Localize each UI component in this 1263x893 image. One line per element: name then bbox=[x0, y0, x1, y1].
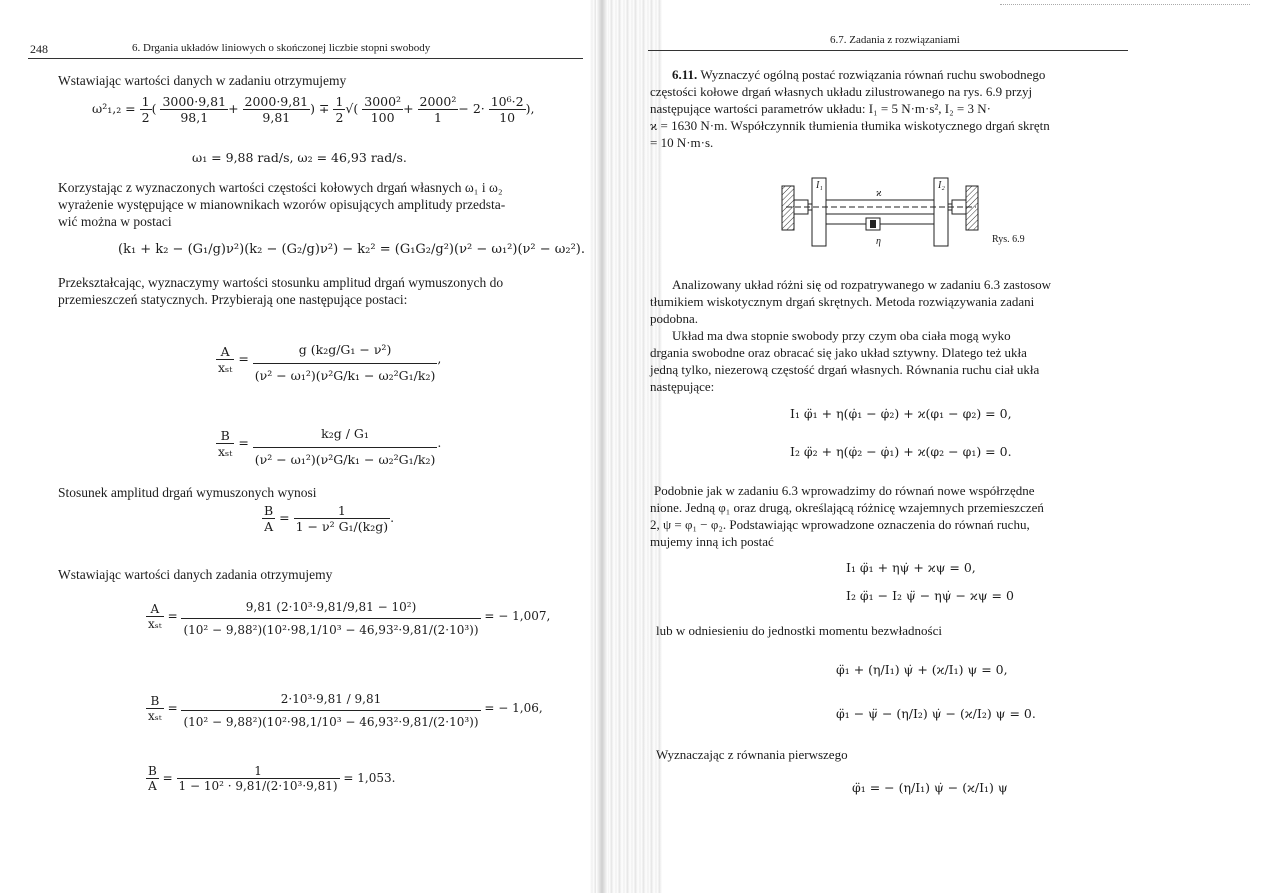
A-lhs-den: xₛₜ bbox=[218, 360, 233, 375]
problem-line3: następujące wartości parametrów układu: I₁ = 5 N·m·s², I₂ = 3 N· bbox=[650, 101, 991, 116]
p3-line4: mujemy inną ich postać bbox=[650, 534, 774, 549]
amplitude-B-equation: $\frac{B}{\text{xₛₜ}}$ = $\frac{\text{k₂g / G₁}}{\text{(ν² − ω₁²)(ν²G/k₁ − ω₂²G₁/k₂)}}$ . bbox=[216, 420, 441, 467]
header-rule-right bbox=[648, 50, 1128, 51]
term2-num: 2000·9,81 bbox=[244, 94, 309, 109]
eom-equation-1: I₁ φ̈₁ + η(φ̇₁ − φ̇₂) + ϰ(φ₁ − φ₂) = 0, bbox=[790, 406, 1012, 421]
root-term1-num: 3000² bbox=[364, 94, 402, 109]
numB-lhs-num: B bbox=[146, 694, 164, 709]
ratio-lhs-num: B bbox=[264, 503, 274, 518]
ratio-lhs-den: A bbox=[264, 519, 274, 534]
para2-line1: Korzystając z wyznaczonych wartości częstości kołowych drgań własnych ω₁ i ω₂ bbox=[58, 180, 503, 195]
p3-line2: nione. Jedną φ₁ oraz drugą, określającą różnicę wzajemnych przemieszczeń bbox=[650, 500, 1044, 515]
p5-text: Wyznaczając z równania pierwszego bbox=[656, 747, 848, 762]
A-rhs-den: (ν² − ω₁²)(ν²G/k₁ − ω₂²G₁/k₂) bbox=[254, 368, 436, 383]
B-rhs-num: k₂g / G₁ bbox=[253, 420, 438, 448]
ratio-rhs-num: 1 bbox=[294, 503, 391, 519]
p2-line1: Układ ma dwa stopnie swobody przy czym oba ciała mogą wyko bbox=[672, 328, 1011, 343]
term2-fraction bbox=[243, 94, 311, 125]
omega-squared-formula: ω²₁,₂ = $\frac{1}{2}$ ( $\frac{3000\cdot 9,81}{98,1}$ + $\frac{2000\cdot 9,81}{9,81}$ ) ∓ $\frac{1}{2}$ √( $\frac{\text{3000²}}{100}$ + $\frac{\text{2000²}}{1}$ − 2· $\frac{\text{10⁶·2}}{10}$ ), bbox=[92, 94, 535, 125]
ratio-lhs bbox=[262, 503, 275, 534]
problem-line2: częstości kołowe drgań własnych układu zilustrowanego na rys. 6.9 przyj bbox=[650, 84, 1033, 99]
problem-number: 6.11. bbox=[672, 67, 698, 82]
p2-line3: jedną tylko, niezerową częstość drgań własnych. Równania ruchu ciał ukła bbox=[650, 362, 1040, 377]
running-head-right: 6.7. Zadania z rozwiązaniami bbox=[830, 34, 960, 46]
numeric-B-equation: $\frac{B}{\text{xₛₜ}}$ = $\frac{\text{2·10³·9,81 / 9,81}}{\text{(10² − 9,88²)(10²·98,1/10³ − 46,93²·9,81/(2·10³))}}$ = − 1,06, bbox=[146, 688, 543, 729]
A-lhs-num: A bbox=[216, 344, 234, 360]
last-equation: φ̈₁ = − (η/I₁) ψ̇ − (ϰ/I₁) ψ bbox=[852, 780, 1008, 795]
running-head-left: 6. Drgania układów liniowych o skończonej liczbie stopni swobody bbox=[132, 42, 431, 54]
A-rhs bbox=[253, 336, 438, 383]
p2-line2: drgania swobodne oraz obracać się jako układ sztywny. Dlatego też ukła bbox=[650, 345, 1027, 360]
p3-line1: Podobnie jak w zadaniu 6.3 wprowadzimy do równań nowe współrzędne bbox=[654, 483, 1035, 498]
header-rule-left bbox=[28, 58, 583, 59]
normalized-equation-1: φ̈₁ + (η/I₁) ψ̇ + (ϰ/I₁) ψ = 0, bbox=[836, 662, 1008, 677]
numA-lhs-den: xₛₜ bbox=[148, 617, 162, 631]
intro-text-1: Wstawiając wartości danych w zadaniu otrzymujemy bbox=[58, 73, 347, 88]
eom-equation-2: I₂ φ̈₂ + η(φ̇₂ − φ̇₁) + ϰ(φ₂ − φ₁) = 0. bbox=[790, 444, 1012, 459]
numeric-A-equation: $\frac{A}{\text{xₛₜ}}$ = $\frac{\text{9,81 (2·10³·9,81/9,81 − 10²)}}{\text{(10² − 9,88²)(10²·98,1/10³ − 46,93²·9,81/(2·10³))}}$ = − 1,007, bbox=[146, 596, 550, 637]
amplitude-A-equation: $\frac{A}{\text{xₛₜ}}$ = $\frac{\text{g (k₂g/G₁ − ν²)}}{\text{(ν² − ω₁²)(ν²G/k₁ − ω₂²G₁/k₂)}}$ , bbox=[216, 336, 441, 383]
A-rhs-num: g (k₂g/G₁ − ν²) bbox=[253, 336, 438, 364]
numB-rhs-den: (10² − 9,88²)(10²·98,1/10³ − 46,93²·9,81/(2·10³)) bbox=[183, 715, 479, 729]
omega-lhs: ω²₁,₂ = bbox=[92, 101, 140, 116]
p2-line4: następujące: bbox=[650, 379, 715, 394]
numR-rhs-den: 1 − 10² · 9,81/(2·10³·9,81) bbox=[178, 779, 338, 793]
numA-rhs bbox=[181, 596, 480, 637]
p1-line2: tłumikiem wiskotycznym drgań skrętnych. Metoda rozwiązywania zadani bbox=[650, 294, 1035, 309]
half-fraction bbox=[140, 94, 152, 125]
root-term2-den: 1 bbox=[433, 110, 442, 125]
B-tail: . bbox=[437, 435, 442, 450]
root-term2 bbox=[418, 94, 459, 125]
numA-result: = − 1,007, bbox=[484, 609, 551, 623]
A-tail: , bbox=[437, 351, 442, 366]
page-number: 248 bbox=[30, 42, 48, 56]
plus-minus: ∓ bbox=[319, 101, 330, 116]
numB-lhs bbox=[146, 694, 164, 723]
root-term3-num: 10⁶·2 bbox=[490, 94, 524, 109]
B-lhs-den: xₛₜ bbox=[218, 444, 233, 459]
numR-lhs-den: A bbox=[148, 779, 157, 793]
numB-result: = − 1,06, bbox=[484, 701, 543, 715]
left-page bbox=[0, 0, 600, 893]
p1-line3: podobna. bbox=[650, 311, 699, 326]
half-den-2: 2 bbox=[335, 110, 344, 125]
numB-rhs bbox=[181, 688, 480, 729]
root-term1 bbox=[362, 94, 403, 125]
figure-caption: Rys. 6.9 bbox=[992, 234, 1025, 245]
numR-rhs-num: 1 bbox=[177, 764, 340, 779]
half-fraction-2 bbox=[333, 94, 345, 125]
omega-tail: , bbox=[530, 101, 535, 116]
intro-text-4: Wstawiając wartości danych zadania otrzymujemy bbox=[58, 567, 333, 582]
ratio-intro: Stosunek amplitud drgań wymuszonych wynosi bbox=[58, 485, 317, 500]
numR-lhs-num: B bbox=[148, 764, 157, 778]
new-coord-equation-2: I₂ φ̈₁ − I₂ ψ̈ − ηψ̇ − ϰψ = 0 bbox=[846, 588, 1014, 603]
half-num: 1 bbox=[141, 94, 150, 109]
normalized-equation-2: φ̈₁ − ψ̈ − (η/I₂) ψ̇ − (ϰ/I₂) ψ = 0. bbox=[836, 706, 1036, 721]
product-equation: (k₁ + k₂ − (G₁/g)ν²)(k₂ − (G₂/g)ν²) − k₂² = (G₁G₂/g²)(ν² − ω₁²)(ν² − ω₂²). bbox=[118, 242, 586, 257]
label-I1: I₁ bbox=[816, 180, 823, 191]
ratio-rhs-den: 1 − ν² G₁/(k₂g) bbox=[295, 519, 389, 534]
numeric-ratio-equation: $\frac{B}{A}$ = $\frac{1}{\text{1 − 10² · 9,81/(2·10³·9,81)}}$ = 1,053. bbox=[148, 764, 396, 793]
problem-line4: ϰ = 1630 N·m. Współczynnik tłumienia tłumika wiskotycznego drgań skrętn bbox=[650, 118, 1050, 133]
B-rhs-den: (ν² − ω₁²)(ν²G/k₁ − ω₂²G₁/k₂) bbox=[254, 452, 436, 467]
B-rhs bbox=[253, 420, 438, 467]
numA-lhs bbox=[146, 602, 164, 631]
right-page bbox=[600, 0, 1263, 893]
ratio-rhs bbox=[294, 503, 391, 534]
numA-rhs-num: 9,81 (2·10³·9,81/9,81 − 10²) bbox=[181, 596, 480, 619]
ratio-tail: . bbox=[390, 510, 395, 525]
B-lhs bbox=[216, 428, 234, 459]
para3-line2: przemieszczeń statycznych. Przybierają one następujące postaci: bbox=[58, 292, 408, 307]
half-den: 2 bbox=[141, 110, 150, 125]
root-term2-num: 2000² bbox=[419, 94, 457, 109]
para3-line1: Przekształcając, wyznaczymy wartości stosunku amplitud drgań wymuszonych do bbox=[58, 275, 504, 290]
root-term3-coef: 2· bbox=[472, 101, 485, 116]
problem-line5: = 10 N·m·s. bbox=[650, 135, 714, 150]
numA-lhs-num: A bbox=[146, 602, 164, 617]
problem-line1 bbox=[672, 66, 1045, 83]
A-lhs bbox=[216, 344, 234, 375]
new-coord-equation-1: I₁ φ̈₁ + ηψ̇ + ϰψ = 0, bbox=[846, 560, 976, 575]
label-I2: I₂ bbox=[938, 180, 945, 191]
p1-line1: Analizowany układ różni się od rozpatrywanego w zadaniu 6.3 zastosow bbox=[672, 277, 1052, 292]
p3-line3: 2, ψ = φ₁ − φ₂. Podstawiając wprowadzone oznaczenia do równań ruchu, bbox=[650, 517, 1030, 532]
para2-line3: wić można w postaci bbox=[58, 214, 172, 229]
term1-fraction bbox=[160, 94, 228, 125]
term1-den: 98,1 bbox=[180, 110, 209, 125]
B-lhs-num: B bbox=[216, 428, 234, 444]
root-term1-den: 100 bbox=[370, 110, 395, 125]
term2-den: 9,81 bbox=[262, 110, 291, 125]
label-eta: η bbox=[876, 236, 881, 247]
term1-num: 3000·9,81 bbox=[162, 94, 227, 109]
root-term3 bbox=[489, 94, 526, 125]
ratio-equation: $\frac{B}{A}$ = $\frac{1}{\text{1 − ν² G₁/(k₂g)}}$ . bbox=[264, 503, 395, 534]
omega-results: ω₁ = 9,88 rad/s, ω₂ = 46,93 rad/s. bbox=[192, 150, 407, 165]
numB-lhs-den: xₛₜ bbox=[148, 709, 162, 723]
figure-6-9 bbox=[780, 174, 980, 254]
para2-line2: wyrażenie występujące w mianownikach wzorów opisujących amplitudy przedsta- bbox=[58, 197, 506, 212]
p4-text: lub w odniesieniu do jednostki momentu bezwładności bbox=[656, 623, 942, 638]
numA-rhs-den: (10² − 9,88²)(10²·98,1/10³ − 46,93²·9,81/(2·10³)) bbox=[183, 623, 479, 637]
root-term3-den: 10 bbox=[499, 110, 516, 125]
numR-rhs bbox=[177, 764, 340, 793]
numB-rhs-num: 2·10³·9,81 / 9,81 bbox=[181, 688, 480, 711]
problem-text-1: Wyznaczyć ogólną postać rozwiązania równań ruchu swobodnego bbox=[700, 67, 1046, 82]
half-num-2: 1 bbox=[335, 94, 344, 109]
label-kappa: ϰ bbox=[876, 188, 882, 199]
numR-result: = 1,053. bbox=[343, 771, 396, 785]
numR-lhs bbox=[146, 764, 159, 793]
